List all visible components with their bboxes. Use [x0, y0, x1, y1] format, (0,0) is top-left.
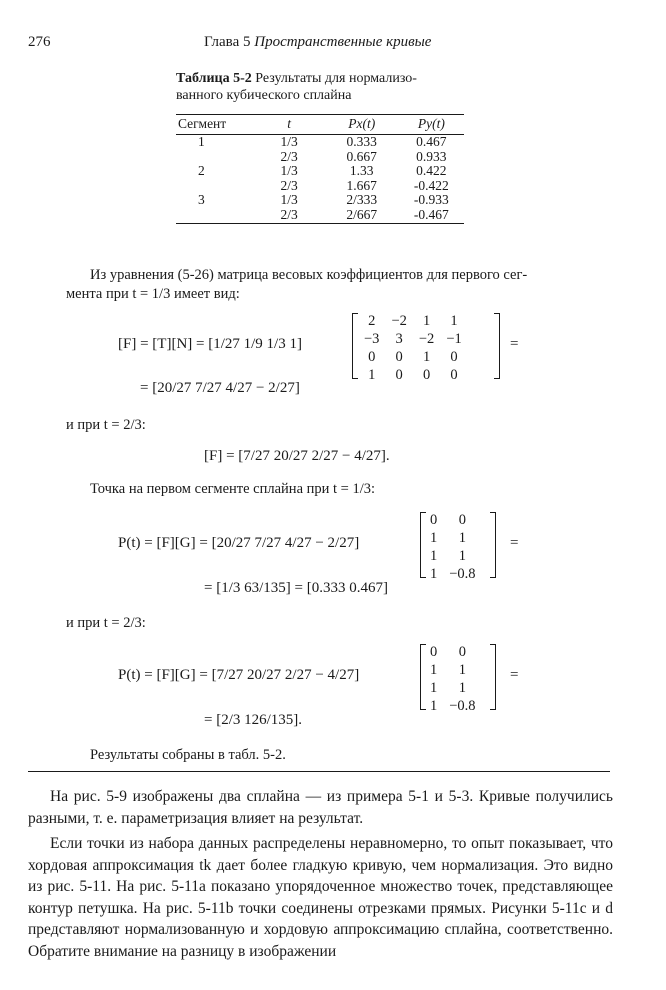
matrix-cell: 1 [422, 349, 431, 365]
table-row [176, 179, 464, 194]
chapter-title: Пространственные кривые [254, 34, 432, 50]
matrix-row [424, 511, 482, 529]
cell-t: 2/3 [280, 148, 298, 164]
table-caption-line2: ванного кубического сплайна [176, 88, 352, 103]
matrix-row [424, 529, 482, 547]
matrix-cell: 1 [430, 680, 438, 696]
cell-segment: 1 [198, 134, 205, 149]
col-header-t: t [254, 115, 325, 135]
matrix-cell: 0 [430, 512, 438, 528]
matrix-cell: 0 [395, 349, 403, 365]
matrix-cell: 1 [422, 313, 431, 329]
matrix-cell: 1 [430, 698, 438, 714]
running-header [204, 34, 431, 51]
matrix-cell: 0 [368, 349, 376, 365]
matrix-cell: 0 [395, 367, 403, 383]
matrix-row [358, 330, 468, 348]
matrix-g [424, 511, 482, 583]
point-intro: Точка на первом сегменте сплайна при t = 1/3: [90, 481, 376, 497]
results-table [176, 114, 464, 224]
equation-p2-lhs: P(t) = [F][G] = [7/27 20/27 2/27 − 4/27] [118, 667, 360, 683]
matrix-cell: 1 [430, 548, 438, 564]
cell-py: -0.467 [399, 208, 464, 224]
matrix-row [358, 348, 468, 366]
table-row [176, 164, 464, 179]
cell-px: 1.33 [349, 163, 374, 178]
table-caption [176, 70, 476, 104]
cell-px: 0.667 [346, 148, 377, 164]
matrix-cell: 2 [368, 313, 376, 329]
matrix-cell: −1 [446, 331, 462, 347]
matrix-cell: 0 [430, 644, 438, 660]
cell-px: 2/333 [346, 192, 378, 207]
table-caption-line1: Результаты для нормализо- [255, 71, 417, 86]
and-t-two-thirds: и при t = 2/3: [66, 417, 146, 433]
table-row [176, 208, 464, 224]
matrix-cell: −0.8 [449, 566, 476, 582]
matrix-n [358, 312, 468, 384]
matrix-cell: −3 [364, 331, 380, 347]
matrix-cell: 1 [458, 662, 467, 678]
matrix-cell: 1 [458, 548, 467, 564]
body-text [28, 786, 613, 962]
matrix-cell: 1 [430, 566, 438, 582]
matrix-cell: 3 [395, 331, 403, 347]
divider [28, 771, 610, 772]
matrix-n-right-bracket [494, 313, 500, 379]
cell-t: 1/3 [280, 134, 298, 149]
matrix-row [424, 661, 482, 679]
matrix-g-right-bracket [490, 512, 496, 578]
equals-sign: = [510, 535, 519, 551]
matrix-g2-right-bracket [490, 644, 496, 710]
matrix-g2 [424, 643, 482, 715]
matrix-row [424, 697, 482, 715]
equals-sign: = [510, 667, 519, 683]
matrix-cell: 0 [458, 644, 467, 660]
equation-p-result: = [1/3 63/135] = [0.333 0.467] [204, 580, 388, 596]
matrix-row [424, 565, 482, 583]
matrix-row [424, 643, 482, 661]
chapter-label: Глава 5 [204, 34, 251, 50]
matrix-cell: −2 [418, 331, 435, 347]
matrix-cell: 0 [450, 349, 458, 365]
matrix-row [424, 547, 482, 565]
cell-t: 2/3 [254, 208, 325, 224]
col-header-px: Px(t) [325, 115, 399, 135]
cell-t: 1/3 [280, 192, 298, 207]
col-header-py: Py(t) [399, 115, 464, 135]
cell-segment [176, 179, 254, 194]
cell-t: 1/3 [280, 163, 298, 178]
equation-f-t23: [F] = [7/27 20/27 2/27 − 4/27]. [204, 448, 390, 464]
cell-t: 2/3 [280, 177, 298, 193]
body-paragraph-2: Если точки из набора данных распределены неравномерно, то опыт показывает, что хордовая аппроксимация tk дает более гладкую кривую, чем нормализация. Это видно из рис. 5-11. На рис. 5-11a показано упорядоченное множество точек, представляющее контур петушка. На рис. 5-11b точки соединены отрезками прямых. Рисунки 5-11c и d представляют нормализованную и хордовую аппроксимацию сплайна, соответственно. Обратите внимание на разницу в изображении [28, 835, 613, 960]
intro-line2: мента при t = 1/3 имеет вид: [66, 286, 240, 302]
table-row [176, 135, 464, 150]
summary-text: Результаты собраны в табл. 5-2. [90, 747, 286, 763]
matrix-cell: 0 [450, 367, 458, 383]
cell-py: 0.467 [416, 134, 447, 149]
matrix-cell: 0 [422, 367, 431, 383]
matrix-row [358, 366, 468, 384]
matrix-row [358, 312, 468, 330]
matrix-cell: −2 [391, 313, 407, 329]
table-row [176, 193, 464, 208]
equation-f-lhs: [F] = [T][N] = [1/27 1/9 1/3 1] [118, 336, 302, 352]
equation-p2-result: = [2/3 126/135]. [204, 712, 303, 728]
matrix-cell: −0.8 [449, 698, 476, 714]
table-row [176, 150, 464, 165]
cell-py: 0.933 [416, 148, 447, 164]
cell-px: 1.667 [346, 177, 377, 193]
matrix-cell: 1 [368, 367, 376, 383]
body-paragraph-1: На рис. 5-9 изображены два сплайна — из примера 5-1 и 5-3. Кривые получились разными, т. е. параметризация влияет на результат. [28, 788, 613, 827]
intro-line1: Из уравнения (5-26) матрица весовых коэффициентов для первого сег- [90, 267, 528, 283]
matrix-cell: 1 [450, 313, 458, 329]
equals-sign: = [510, 336, 519, 352]
page-number: 276 [28, 34, 51, 50]
cell-segment: 3 [198, 192, 205, 207]
matrix-cell: 1 [430, 662, 438, 678]
col-header-segment: Сегмент [176, 115, 254, 135]
cell-py: -0.422 [413, 177, 449, 193]
table-label: Таблица 5-2 [176, 71, 252, 86]
matrix-cell: 0 [458, 512, 467, 528]
cell-segment: 2 [198, 163, 205, 178]
matrix-cell: 1 [458, 530, 467, 546]
equation-p-lhs: P(t) = [F][G] = [20/27 7/27 4/27 − 2/27] [118, 535, 360, 551]
cell-segment [176, 150, 254, 165]
cell-px: 2/667 [325, 208, 399, 224]
cell-segment [176, 208, 254, 224]
equation-f-result: = [20/27 7/27 4/27 − 2/27] [140, 380, 300, 396]
cell-py: 0.422 [416, 163, 447, 178]
cell-px: 0.333 [346, 134, 377, 149]
matrix-row [424, 679, 482, 697]
cell-py: -0.933 [413, 192, 449, 207]
matrix-cell: 1 [430, 530, 438, 546]
matrix-cell: 1 [458, 680, 467, 696]
and-t-two-thirds-2: и при t = 2/3: [66, 615, 146, 631]
